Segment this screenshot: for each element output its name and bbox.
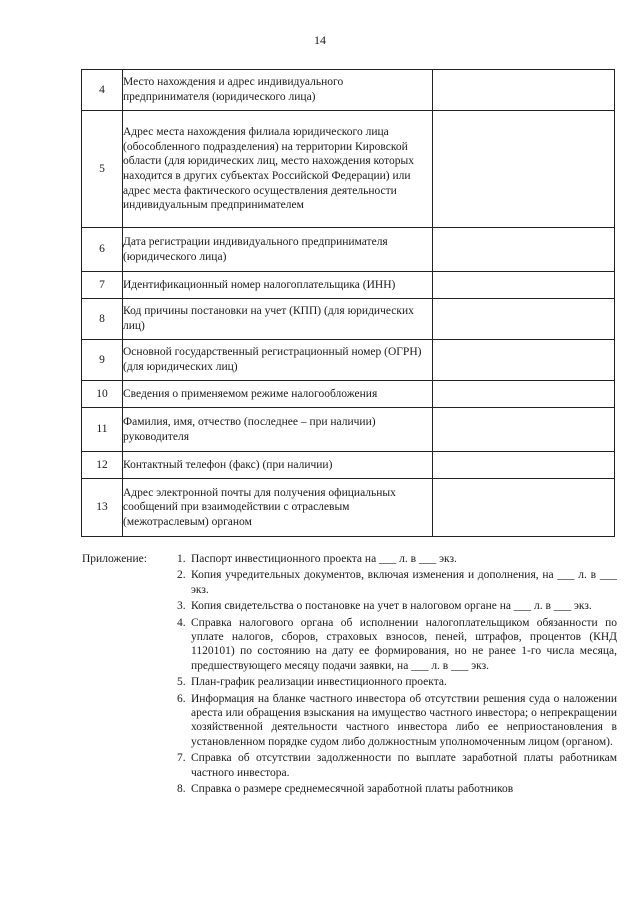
row-label: Основной государственный регистрационный номер (ОГРН) (для юридических лиц) (123, 340, 433, 381)
appendix-item (177, 782, 617, 796)
appendix-item-number: 6. (177, 692, 186, 705)
appendix-item-text: Информация на бланке частного инвестора об отсутствии решения суда о наложении ареста или обращения взыскания на имущество частного инвестора; о непрекращении хозяйственной деятельности частного инвестора либо ее неприостановления в установленном порядке судом либо должностным уполномоченным лицом (органом). (191, 692, 617, 748)
table-row (82, 228, 615, 272)
row-value-cell[interactable] (433, 381, 615, 408)
row-label: Фамилия, имя, отчество (последнее – при наличии) руководителя (123, 408, 433, 452)
appendix-item-text: Копия учредительных документов, включая изменения и дополнения, на ___ л. в ___ экз. (191, 569, 617, 596)
appendix-item-text: Справка о размере среднемесячной заработной платы работников (191, 783, 514, 796)
appendix-item-number: 8. (177, 783, 186, 796)
table-row (82, 272, 615, 299)
table-row (82, 408, 615, 452)
appendix-item-number: 4. (177, 616, 186, 629)
row-value-cell[interactable] (433, 70, 615, 111)
table-row (82, 479, 615, 537)
appendix-item (177, 599, 617, 613)
table-row (82, 70, 615, 111)
appendix-item-number: 7. (177, 752, 186, 765)
row-number: 13 (82, 479, 123, 537)
row-value-cell[interactable] (433, 340, 615, 381)
row-number: 5 (82, 111, 123, 228)
appendix-item-number: 5. (177, 676, 186, 689)
appendix-item-text: Справка налогового органа об исполнении налогоплательщиком обязанности по уплате налогов, сборов, страховых взносов, пеней, штрафов, процентов (КНД 1120101) по состоянию на дату ее формирования, но не ранее 1-го числа месяца, предшествующего месяцу подачи заявки, на ___ л. в ___ экз. (191, 616, 617, 672)
row-value-cell[interactable] (433, 479, 615, 537)
row-value-cell[interactable] (433, 111, 615, 228)
row-value-cell[interactable] (433, 299, 615, 340)
table-row (82, 381, 615, 408)
row-value-cell[interactable] (433, 408, 615, 452)
row-number: 8 (82, 299, 123, 340)
row-number: 7 (82, 272, 123, 299)
appendix-item-text: Справка об отсутствии задолженности по выплате заработной платы работникам частного инвестора. (191, 752, 617, 779)
appendix-item (177, 692, 617, 750)
row-label: Дата регистрации индивидуального предпринимателя (юридического лица) (123, 228, 433, 272)
appendix-item-number: 3. (177, 600, 186, 613)
row-value-cell[interactable] (433, 452, 615, 479)
appendix-item (177, 616, 617, 674)
appendix-item-text: План-график реализации инвестиционного проекта. (191, 676, 447, 689)
row-number: 12 (82, 452, 123, 479)
row-number: 4 (82, 70, 123, 111)
appendix-item-text: Копия свидетельства о постановке на учет в налоговом органе на ___ л. в ___ экз. (191, 600, 592, 613)
table-row (82, 111, 615, 228)
row-label: Код причины постановки на учет (КПП) (для юридических лиц) (123, 299, 433, 340)
appendix-item-text: Паспорт инвестиционного проекта на ___ л. в ___ экз. (191, 553, 457, 565)
appendix-list (177, 552, 617, 799)
table-row (82, 340, 615, 381)
appendix-item-number: 1. (177, 553, 186, 565)
row-label: Адрес электронной почты для получения официальных сообщений при взаимодействии с отраслевым (межотраслевым) органом (123, 479, 433, 537)
appendix-item (177, 751, 617, 780)
page-number: 14 (314, 33, 326, 47)
row-number: 6 (82, 228, 123, 272)
table-row (82, 299, 615, 340)
row-number: 9 (82, 340, 123, 381)
table-row (82, 452, 615, 479)
row-value-cell[interactable] (433, 228, 615, 272)
row-label: Идентификационный номер налогоплательщика (ИНН) (123, 272, 433, 299)
row-label: Сведения о применяемом режиме налогообложения (123, 381, 433, 408)
appendix-item (177, 568, 617, 597)
row-value-cell[interactable] (433, 272, 615, 299)
row-label: Адрес места нахождения филиала юридического лица (обособленного подразделения) на территории Кировской области (для юридических лиц, место нахождения которых находится в других субъектах Российской Федерации) или адрес места фактического осуществления деятельности индивидуальным предпринимателем (123, 111, 433, 228)
row-label: Место нахождения и адрес индивидуального предпринимателя (юридического лица) (123, 70, 433, 111)
row-label: Контактный телефон (факс) (при наличии) (123, 452, 433, 479)
appendix-item (177, 675, 617, 689)
application-form-table (81, 69, 615, 537)
row-number: 11 (82, 408, 123, 452)
appendix-label: Приложение: (82, 553, 147, 565)
appendix-item-number: 2. (177, 569, 186, 582)
appendix-item (177, 552, 617, 566)
row-number: 10 (82, 381, 123, 408)
